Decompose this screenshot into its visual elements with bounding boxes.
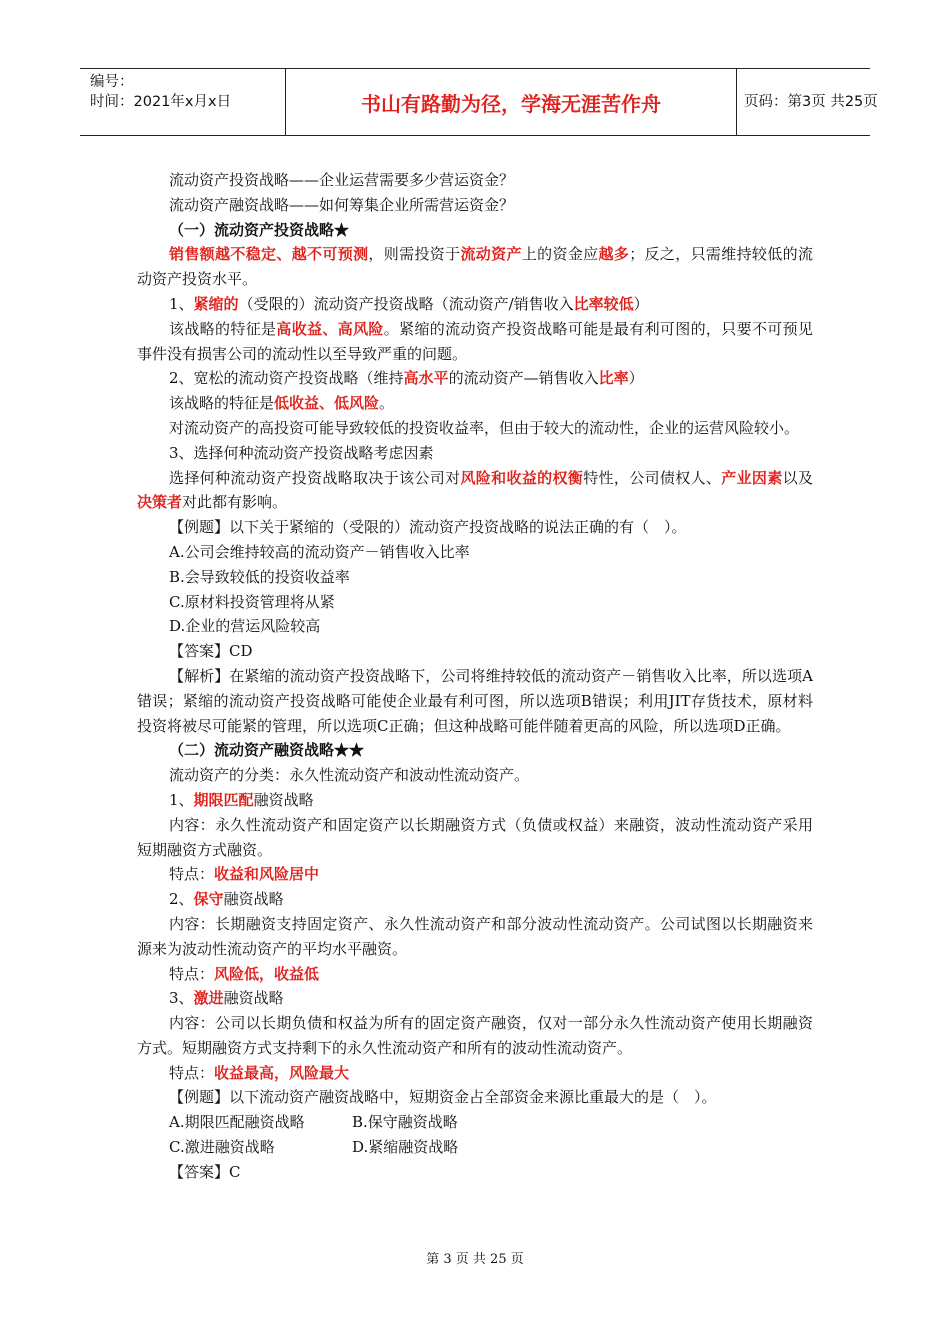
text: 特性，公司债权人、: [583, 468, 722, 487]
highlight-text: 保守: [193, 890, 224, 909]
text: 以及: [782, 468, 813, 487]
text: 特点：: [169, 1063, 215, 1082]
strategy-content: 内容：长期融资支持固定资产、永久性流动资产和部分波动性流动资产。公司试图以长期融资来源来为波动性流动资产的平均水平融资。: [137, 914, 813, 958]
paragraph: 对流动资产的高投资可能导致较低的投资收益率，但由于较大的流动性，企业的运营风险较小。: [169, 418, 800, 437]
document-date-label: 时间：2021年x月x日: [90, 94, 232, 110]
strategy-title: [137, 788, 813, 813]
document-number-label: 编号：: [90, 74, 134, 90]
example-option: C.激进融资战略: [169, 1138, 275, 1157]
text: 融资战略: [223, 989, 284, 1008]
text: 选择何种流动资产投资战略取决于该公司对: [169, 468, 461, 487]
paragraph: 3、选择何种流动资产投资战略考虑因素: [169, 443, 434, 462]
example-answer: 【答案】CD: [169, 642, 253, 661]
paragraph: [137, 317, 813, 367]
highlight-text: 比率: [598, 369, 629, 388]
highlight-text: 比率较低: [573, 294, 634, 313]
text: 特点：: [169, 964, 215, 983]
strategy-feature: [137, 1061, 813, 1086]
strategy-content: 内容：永久性流动资产和固定资产以长期融资方式（负债或权益）来融资，波动性流动资产采用短期融资方式融资。: [137, 815, 813, 859]
text: 2、宽松的流动资产投资战略（维持: [169, 369, 404, 388]
paragraph: [137, 366, 813, 391]
page-footer: 第 3 页 共 25 页: [426, 1252, 524, 1267]
highlight-text: 风险低，收益低: [214, 964, 320, 983]
example-option: B.会导致较低的投资收益率: [169, 567, 350, 586]
strategy-content: 内容：公司以长期负债和权益为所有的固定资产融资，仅对一部分永久性流动资产使用长期融资方式。短期融资方式支持剩下的永久性流动资产和所有的波动性流动资产。: [137, 1014, 813, 1057]
text: 该战略的特征是: [169, 394, 275, 413]
example-option: B.保守融资战略: [352, 1113, 458, 1132]
highlight-text: 低收益、低风险: [274, 394, 380, 413]
page-header: [80, 68, 878, 136]
text: ；反之，只需维持较低的流动资产投资水平。: [137, 245, 813, 289]
paragraph: [137, 466, 813, 516]
text: 的流动资产—销售收入: [448, 369, 599, 388]
highlight-text: 风险和收益的权衡: [460, 468, 584, 487]
section-heading: （一）流动资产投资战略★: [169, 220, 350, 239]
paragraph: [137, 242, 813, 292]
paragraph: 流动资产投资战略——企业运营需要多少营运资金？: [169, 171, 515, 189]
strategy-title: [137, 887, 813, 912]
text: 上的资金应: [521, 245, 599, 264]
text: 对此都有影响。: [182, 493, 288, 512]
paragraph: 流动资产的分类：永久性流动资产和波动性流动资产。: [169, 766, 530, 785]
text: 1、: [169, 294, 194, 313]
paragraph: [137, 292, 813, 317]
text: （受限的）流动资产投资战略（流动资产/销售收入: [238, 294, 574, 313]
header-page-cell: [736, 69, 878, 135]
highlight-text: 紧缩的: [193, 294, 239, 313]
text: 3、: [169, 989, 194, 1008]
text: ，则需投资于: [368, 245, 461, 264]
text: 。: [379, 394, 395, 413]
highlight-text: 收益和风险居中: [214, 865, 320, 884]
header-motto: 书山有路勤为径，学海无涯苦作舟: [361, 91, 661, 116]
highlight-text: 高水平: [403, 369, 449, 388]
example-option: A.期限匹配融资战略: [169, 1113, 305, 1132]
text: 1、: [169, 790, 194, 809]
section-heading: （二）流动资产融资战略★★: [169, 741, 365, 760]
paragraph: 流动资产融资战略——如何筹集企业所需营运资金？: [169, 195, 515, 214]
header-left-cell: [80, 69, 285, 135]
highlight-text: 销售额越不稳定、越不可预测: [169, 245, 369, 264]
example-option: A.公司会维持较高的流动资产－销售收入比率: [169, 542, 470, 561]
text: ）: [628, 369, 644, 388]
highlight-text: 激进: [193, 989, 224, 1008]
example-option: D.紧缩融资战略: [352, 1138, 459, 1157]
highlight-text: 决策者: [137, 493, 183, 512]
example-option-row: [137, 1135, 813, 1160]
example-option-row: [137, 1110, 813, 1135]
highlight-text: 产业因素: [721, 468, 783, 487]
highlight-text: 收益最高，风险最大: [214, 1063, 350, 1082]
highlight-text: 期限匹配: [193, 790, 254, 809]
paragraph: [137, 391, 813, 416]
example-option: D.企业的营运风险较高: [169, 617, 321, 636]
example-explanation: 【解析】在紧缩的流动资产投资战略下，公司将维持较低的流动资产－销售收入比率，所以选项A错误；紧缩的流动资产投资战略可能使企业最有利可图，所以选项B错误；利用JIT存货技术，原材料投资将被尽可能紧的管理，所以选项C正确；但这种战略可能伴随着更高的风险，所以选项D正确。: [137, 666, 813, 735]
text: 2、: [169, 890, 194, 909]
example-option: C.原材料投资管理将从紧: [169, 592, 335, 611]
header-page-number: 页码：第3页 共25页: [744, 93, 878, 110]
text: 特点：: [169, 865, 215, 884]
example-answer: 【答案】C: [169, 1162, 241, 1181]
highlight-text: 越多: [598, 245, 630, 264]
example-question: 【例题】以下流动资产融资战略中，短期资金占全部资金来源比重最大的是（ ）。: [169, 1088, 717, 1107]
strategy-title: [137, 986, 813, 1011]
highlight-text: 高收益、高风险: [276, 319, 384, 338]
example-question: 【例题】以下关于紧缩的（受限的）流动资产投资战略的说法正确的有（ ）。: [169, 518, 687, 537]
text: 该战略的特征是: [169, 319, 277, 338]
highlight-text: 流动资产: [460, 245, 522, 264]
text: 。紧缩的流动资产投资战略可能是最有利可图的，只要不可预见事件没有损害公司的流动性以至导致严重的问题。: [137, 319, 813, 363]
text: 融资战略: [223, 890, 284, 909]
strategy-feature: [137, 962, 813, 987]
header-motto-cell: [285, 69, 737, 135]
text: 融资战略: [253, 790, 314, 809]
strategy-feature: [137, 862, 813, 887]
text: ）: [633, 294, 649, 313]
document-body: [137, 168, 813, 1185]
